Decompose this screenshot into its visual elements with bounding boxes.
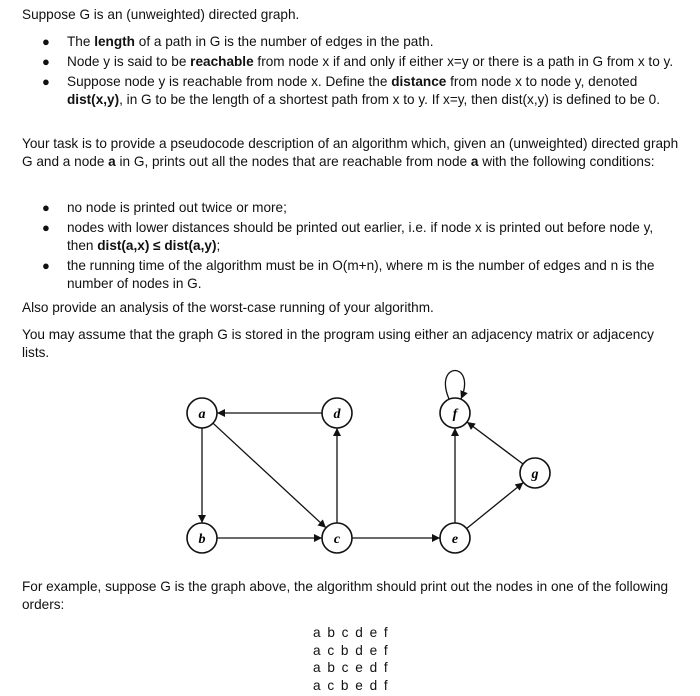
definition-distance: ● Suppose node y is reachable from node x. Define the distance from node x to node y, denoted dist(x,y), in G to be the length of a shortest path from x to y. If x=y, then dist(x,y) is defined to be 0. xyxy=(42,74,661,107)
term-dist-ax-ay: dist(a,x) ≤ dist(a,y) xyxy=(97,238,217,253)
edge-g-f xyxy=(467,422,523,464)
definitions-list xyxy=(22,33,682,111)
node-c-label: c xyxy=(333,532,341,547)
term-reachable: reachable xyxy=(190,54,254,69)
term-length: length xyxy=(94,34,135,49)
bullet-icon: ● xyxy=(42,54,50,69)
node-g-label: g xyxy=(531,467,539,482)
bullet-icon: ● xyxy=(42,34,50,49)
directed-graph xyxy=(170,368,570,563)
edge-e-g xyxy=(467,482,524,528)
order-line: a c b e d f xyxy=(313,677,390,693)
bullet-icon: ● xyxy=(42,258,50,273)
analysis-text: Also provide an analysis of the worst-case running of your algorithm. xyxy=(22,300,434,315)
task-text: Your task is to provide a pseudocode description of an algorithm which, given an (unweighted) directed graph G and a node a in G, prints out all the nodes that are reachable from node a with the following conditions: xyxy=(22,136,679,169)
bullet-icon: ● xyxy=(42,220,50,235)
order-line: a c b d e f xyxy=(313,642,390,658)
edge-f-f xyxy=(445,371,464,400)
node-a-term: a xyxy=(470,154,479,169)
condition-order: ● nodes with lower distances should be printed out earlier, i.e. if node x is printed out before node y, then dist(a,x) ≤ dist(a,y); xyxy=(42,220,654,253)
edge-a-c xyxy=(213,423,326,528)
assumption-text: You may assume that the graph G is stored in the program using either an adjacency matrix or adjacency lists. xyxy=(22,327,654,360)
condition-no-repeat: ● no node is printed out twice or more; xyxy=(42,200,287,215)
node-a-term: a xyxy=(108,154,116,169)
term-dist-xy: dist(x,y) xyxy=(67,92,120,107)
condition-running-time: ● the running time of the algorithm must be in O(m+n), where m is the number of edges and n is the number of nodes in G. xyxy=(42,258,655,291)
edges-layer xyxy=(202,371,523,539)
example-text: For example, suppose G is the graph above, the algorithm should print out the nodes in one of the following orders: xyxy=(22,579,669,612)
nodes-layer xyxy=(187,398,550,553)
bullet-icon: ● xyxy=(42,74,50,89)
node-a-label: a xyxy=(198,407,206,422)
term-distance: distance xyxy=(391,74,447,89)
node-f-label: f xyxy=(452,407,458,422)
conditions-list xyxy=(22,199,682,295)
order-line: a b c e d f xyxy=(313,660,390,675)
definition-length: ● The length of a path in G is the number of edges in the path. xyxy=(42,34,434,49)
intro-text: Suppose G is an (unweighted) directed graph. xyxy=(22,7,300,22)
bullet-icon: ● xyxy=(42,200,50,215)
node-e-label: e xyxy=(451,532,459,547)
valid-orders-list xyxy=(313,624,389,694)
order-line: a b c d e f xyxy=(313,625,390,640)
node-b-label: b xyxy=(198,532,206,547)
node-d-label: d xyxy=(333,407,341,422)
definition-reachable: ● Node y is said to be reachable from node x if and only if either x=y or there is a path in G from x to y. xyxy=(42,54,674,69)
